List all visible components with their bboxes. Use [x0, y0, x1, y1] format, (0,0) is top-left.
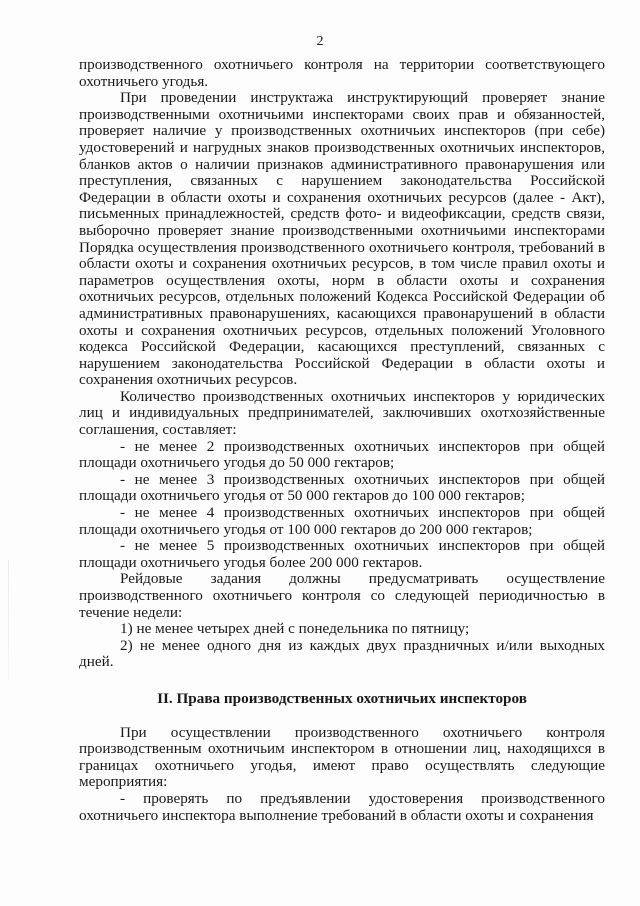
list-item-area-100000: - не менее 3 производственных охотничьих инспекторов при общей площади охотничьего угодья от 50 000 гектаров до 100 000 гектаров; — [79, 470, 605, 505]
list-item-area-50000: - не менее 2 производственных охотничьих инспекторов при общей площади охотничьего угодья до 50 000 гектаров; — [79, 437, 605, 472]
paragraph-raid-tasks: Рейдовые задания должны предусматривать осуществление производственного охотничьего контроля со следующей периодичностью в течение недели: — [79, 570, 605, 621]
paragraph-inspector-count: Количество производственных охотничьих инспекторов у юридических лиц и индивидуальных предпринимателей, заключивших охотхозяйственные соглашения, составляет: — [79, 387, 605, 439]
list-item-area-over-200000: - не менее 5 производственных охотничьих инспекторов при общей площади охотничьего угодья более 200 000 гектаров. — [79, 537, 605, 571]
document-body — [79, 57, 605, 824]
paragraph-instruction-check: При проведении инструктажа инструктирующий проверяет знание производственными охотничьими инспекторами своих прав и обязанностей, проверяет наличие у производственных охотничьих инспекторов (при себе) удостоверений и нагрудных знаков производственных охотничьих инспекторов, бланков актов о наличии признаков административного правонарушения или преступления, связанных с нарушением законодательства Российской Федерации в области охоты и сохранения охотничьих ресурсов (далее - Акт), письменных принадлежностей, средств фото- и видеофиксации, средств связи, выборочно проверяет знание производственными охотничьими инспекторами Порядка осуществления производственного охотничьего контроля, требований в области охоты и сохранения охотничьих ресурсов, в том числе правил охоты и параметров осуществления охоты, норм в области охоты и сохранения охотничьих ресурсов, отдельных положений Кодекса Российской Федерации об административных правонарушениях, касающихся правонарушений в области охоты и сохранения охотничьих ресурсов, отдельных положений Уголовного кодекса Российской Федерации, касающихся преступлений, связанных с нарушением законодательства Российской Федерации в области охоты и сохранения охотничьих ресурсов. — [79, 89, 605, 389]
list-item-weekdays: 1) не менее четырех дней с понедельника по пятницу; — [120, 620, 470, 638]
section-heading: II. Права производственных охотничьих инспекторов — [157, 689, 527, 707]
paragraph-continuation: производственного охотничьего контроля на территории соответствующего охотничьего угодья. — [79, 56, 605, 90]
page-number: 2 — [316, 34, 324, 49]
scan-edge-mark — [8, 560, 9, 680]
paragraph-rights-intro: При осуществлении производственного охотничьего контроля производственным охотничьим инспектором в отношении лиц, находящихся в границах охотничьего угодья, имеют право осуществлять следующие мероприятия: — [79, 723, 605, 791]
list-item-area-200000: - не менее 4 производственных охотничьих инспекторов при общей площади охотничьего угодья от 100 000 гектаров до 200 000 гектаров; — [79, 504, 605, 538]
list-item-verify: - проверять по предъявлении удостоверения производственного охотничьего инспектора выполнение требований в области охоты и сохранения — [79, 789, 605, 824]
list-item-weekends: 2) не менее одного дня из каждых двух праздничных и/или выходных дней. — [79, 636, 605, 671]
